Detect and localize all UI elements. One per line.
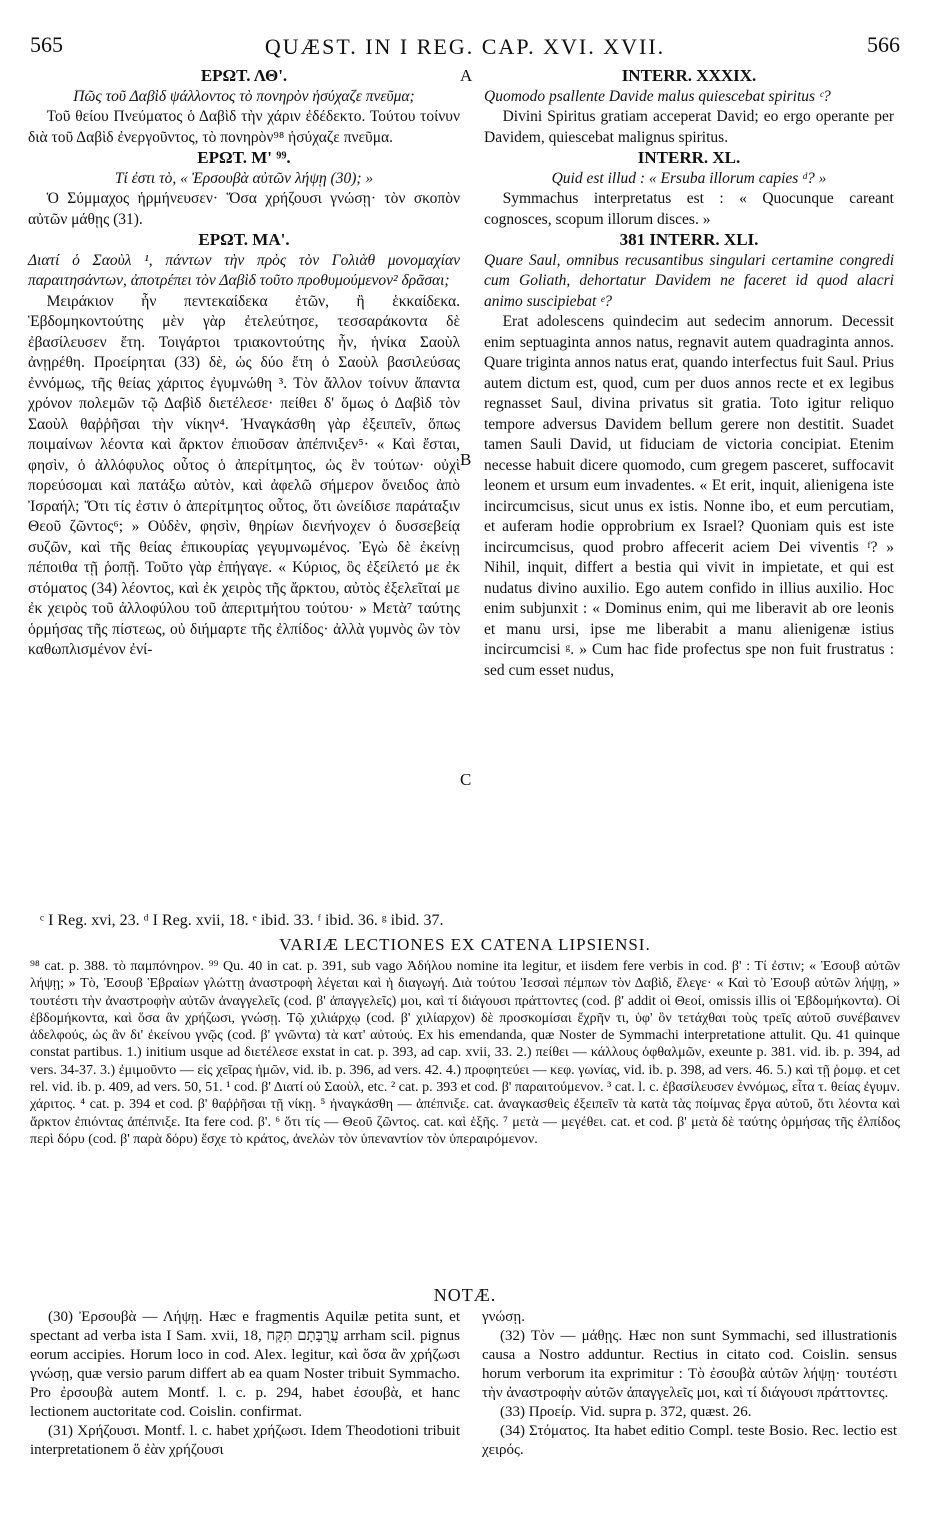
varia-lectiones-text: ⁹⁸ cat. p. 388. τὸ παμπόνηρον. ⁹⁹ Qu. 40 in cat. p. 391, sub vago Ἀδήλου nomine ita legitur, et iisdem fere verbis in cod. β' : Τί ἐστιν; « Ἐσουβ αὐτῶν λήψῃ; » Τὸ, Ἐσουβ Ἑβραίων γλώττῃ ἀναστροφὴ λέγεται καὶ ἡ διαγωγή. Διὰ τούτου Ἰεσσαὶ πέμπων τὸν Δαβὶδ, ἔλεγε· « Καὶ τὸ Ἐσουβ αὐτῶν λήψῃ, » τουτέστι τὴν ἀναστροφὴν αὐτῶν ἀναγγελεῖς (cod. β' ἀπαγγελεῖς) μοι, καὶ τί διάγουσι πράττοντες (cod. β' addit οἱ Θεοί, omissis illis οἱ Ἑβδομήκοντα). Οἱ ἑβδομήκοντα, καὶ ὅσα ἂν χρήζωσι, γνώσῃ. Τῷ χιλιάρχῳ (cod. β' χιλίαρχον) δὲ προσκομίσαι ἔχρῆν τι, ὑφ' ὃν τετάχθαι τοὺς τρεῖς αὐτοῦ συνέβαινεν ἀδελφούς, ὡς ἂν δι' ἐκείνου γνῷς (cod. β' γνῶντα) τὰ κατ' αὐτούς. Ex his emendanda, quæ Noster de Symmachi interpretatione attulit. Qu. 41 quinque constat partibus. 1.) initium usque ad διετέλεσε exstat in cat. p. 393, ad cap. xvii, 33. 2.) πείθει — κάλλους ὀφθαλμῶν, exeunte p. 381. vid. ib. p. 394, ad vers. 34-37. 3.) ἐμιμοῦντο — εἰς χεῖρας ἡμῶν, vid. ib. p. 396, ad vers. 42. 4.) προφητεύει — κεφ. γωνίας, vid. ib. p. 398, ad vers. 46. 5.) καὶ τῇ ῥομφ. et cet rel. vid. ib. p. 409, ad vers. 50, 51. ¹ cod. β' Διατί οὐ Σαοὺλ, etc. ² cat. p. 393 et cod. β' παραιτούμενον. ³ cat. l. c. ἐβασίλευσεν ἐννόμως, εἶτα τ. θείας ἐγυμν. χάριτος. ⁴ cat. p. 394 et cod. β' θαῤῥῆσαι τῇ νίκῃ. ⁵ ἠναγκάσθη — ἀπέπνιξε. cat. ἀναγκασθεὶς ἐξειπεῖν τὰ κατὰ τὰς ποίμνας ἔργα αὐτοῦ, ὅτι λέοντα καὶ ἄρκτον ἐπιόντας ἀπέπνιξε. Ita fere cod. β'. ⁶ ὅτι τίς — Θεοῦ ζῶντος. cat. καὶ ἑξῆς. ⁷ μετὰ — μεγέθει. cat. et cod. β' μετὰ δὲ ταύτης ὁρμήσας τῆς ἐλπίδος περὶ δόρυ (cod. β' παρὰ δόρυ) ἔσχε τὸ κράτος, ἀνελὼν τὸν ὑπεναντίον τὸν ὑπεραιρόμενον.: [30, 959, 900, 1147]
answer-paragraph: Symmachus interpretatus est : « Quocunque careant cognosces, scopum illorum disces. »: [484, 190, 894, 228]
question-text: Quomodo psallente Davide malus quiescebat spiritus ᶜ?: [484, 87, 831, 105]
question-text: Quare Saul, omnibus recusantibus singulari certamine congredi cum Goliath, dehortatur Davidem ne faceret id quod alacri animo suscipiebat ᵉ?: [484, 251, 894, 310]
varia-lectiones-title: VARIÆ LECTIONES EX CATENA LIPSIENSI.: [279, 935, 651, 954]
notes-left-column: [30, 1308, 460, 1460]
margin-marker-a: A: [460, 66, 473, 85]
note-entry: (32) Τὸν — μάθῃς. Hæc non sunt Symmachi, sed illustrationis causa a Nostro adduntur. Rectius in citato cod. Coislin. sensus horum verborum ita exprimitur : Τὸ ἐσουβὰ αὐτῶν λήψῃ· τουτέστι τὴν ἀναστροφὴν αὐτῶν ἀπαγγελεῖς μοι, καὶ τί διάγουσι πράττοντες.: [482, 1328, 897, 1401]
section-heading: ΕΡΩΤ. Μ' ⁹⁹.: [197, 148, 291, 167]
notes-right-column: [482, 1308, 897, 1460]
answer-paragraph: Μειράκιον ἦν πεντεκαίδεκα ἐτῶν, ἢ ἑκκαίδεκα. Ἑβδομηκοντούτης μὲν γὰρ ἐτελεύτησε, τεσσαράκοντα δὲ ἐβασίλευσεν ἔτη. Τοιγάρτοι τριακοντούτης ἦν, ἡνίκα Σαοὺλ ἀνῃρέθη. Προείρηται (33) δὲ, ὡς δύο ἔτη ὁ Σαοὺλ βασιλεύσας ἐννόμως, τῆς θείας χάριτος ἐγυμνώθη ³. Τὸν ἄλλον τοίνυν ἅπαντα χρόνον πολεμῶν τῷ Δαβὶδ διετέλεσε· πείθει δ' ὅμως ὁ Δαβὶδ τὸν Σαοὺλ θαῤῥῆσαι τὴν νίκην⁴. Ἠναγκάσθη γὰρ ἐξειπεῖν, ὅπως ποιμαίνων λέοντα καὶ ἄρκτον ἐπιοῦσαν ἀπέπνιξεν⁵· « Καὶ ἔσται, φησὶν, ὁ ἀλλόφυλος οὗτος ὁ ἀπερίτμητος, ὡς ἓν τούτων· οὐχὶ πορεύσομαι καὶ πατάξω αὐτὸν, καὶ ἀφελῶ σήμερον ὄνειδος ἀπὸ Ἰσραήλ; Ὅτι τίς ἐστιν ὁ ἀπερίτμητος οὗτος, ὅτι ὠνείδισε παράταξιν Θεοῦ ζῶντος⁶; » Οὐδὲν, φησὶν, θηρίων διενήνοχεν ὁ δυσσεβείᾳ συζῶν, καὶ τῆς θείας ἐπικουρίας γεγυμνωμένος. Ἐγὼ δὲ ἐκείνῃ πέποιθα τῇ ῥοπῇ. Τοῦτο γὰρ ἐπήγαγε. « Κύριος, ὃς ἐξείλετό με ἐκ στόματος (34) λέοντος, καὶ ἐκ χειρὸς τῆς ἄρκτου, αὐτὸς ἐξελεῖταί με ἐκ χειρὸς τοῦ ἀλλοφύλου τοῦ ἀπεριτμήτου τούτου· » Μετὰ⁷ ταύτης ὁρμήσας τῆς πίστεως, οὐ διήμαρτε τῆς ἐλπίδος· ἀλλὰ γυμνὸς ὢν τὸν καθωπλισμένον ἐνί-: [28, 292, 460, 658]
section-heading: INTERR. XL.: [637, 148, 741, 167]
notae-title: NOTÆ.: [433, 1285, 497, 1305]
section-heading: INTERR. XXXIX.: [621, 66, 757, 85]
note-entry: (31) Χρήζουσι. Montf. l. c. habet χρήζωσι. Idem Theodotioni tribuit interpretationem ὅ ἐὰν χρήζουσι: [30, 1423, 460, 1458]
scripture-footnotes: ᶜ I Reg. xvi, 23. ᵈ I Reg. xvii, 18. ᵉ ibid. 33. ᶠ ibid. 36. ᵍ ibid. 37.: [40, 912, 444, 929]
running-title: QUÆST. IN I REG. CAP. XVI. XVII.: [264, 34, 666, 59]
note-entry: (34) Στόματος. Ita habet editio Compl. teste Bosio. Rec. lectio est χειρός.: [482, 1423, 897, 1458]
section-heading: 381 INTERR. XLI.: [619, 230, 759, 249]
answer-paragraph: Ὁ Σύμμαχος ἡρμήνευσεν· Ὅσα χρήζουσι γνώσῃ· τὸν σκοπὸν αὐτῶν μάθῃς (31).: [28, 190, 460, 228]
answer-paragraph: Divini Spiritus gratiam acceperat David; eo ergo operante per Davidem, quiescebat malignus spiritus.: [484, 108, 894, 146]
greek-column: [28, 66, 460, 661]
running-header: [30, 32, 900, 64]
page-number-left: 565: [30, 32, 63, 57]
question-text: Πῶς τοῦ Δαβὶδ ψάλλοντος τὸ πονηρὸν ἡσύχαζε πνεῦμα;: [73, 87, 415, 105]
note-entry: (30) Ἐρσουβὰ — Λήψῃ. Hæc e fragmentis Aquilæ petita sunt, et spectant ad verba ista I Sam. xvii, 18, עֲרֻבָּתָם תִּקָּח arrham scil. pignus eorum accipies. Horum loco in cod. Alex. legitur, καὶ ὅσα ἂν χρήζωσι γνώσῃ, quæ versio parum differt ab ea quam Noster tribuit Symmacho. Pro ἐρσουβὰ autem Montf. l. c. p. 294, habet ἐσουβὰ, et hanc lectionem auctoritate cod. Coislin. confirmat.: [30, 1309, 460, 1420]
question-text: Τί ἐστι τὸ, « Ἐρσουβὰ αὐτῶν λήψῃ (30); »: [114, 169, 374, 187]
margin-marker-c: C: [460, 770, 472, 789]
page-number-right: 566: [867, 32, 900, 57]
margin-marker-b: B: [460, 450, 472, 469]
note-entry: γνώσῃ.: [482, 1309, 525, 1325]
latin-column: [484, 66, 894, 681]
answer-paragraph: Erat adolescens quindecim aut sedecim annorum. Decessit enim septuaginta annos natus, regnavit autem quadraginta annos. Quare triginta annos natus erat, quando interfectus fuit Saul. Prius autem dictum est, quod, cum per duos annos recte et ex legibus regnasset Saul, divina privatus sit gratia. Toto igitur reliquo tempore adversus Davidem bellum gerere non destitit. Suadet tamen Sauli David, ut fiduciam de victoria concipiat. Etenim necesse habuit dicere quomodo, cum gregem pasceret, suffocavit leonem et ursum eum invadentes. « Et erit, inquit, alienigena iste incircumcisus, sicut unus ex istis. Nonne ibo, et eum percutiam, et auferam hodie opprobrium ex Israel? Quoniam quis est iste incircumcisus, quod probro affecerit aciem Dei viventis ᶠ? » Nihil, inquit, differt a bestia qui vivit in impietate, et qui est nudatus divino auxilio. Ego autem confido in illius auxilio. Hoc enim subjunxit : « Dominus enim, qui me liberavit ab ore leonis et manu ursi, ipse me liberabit a manu alienigenæ istius incircumcisi ᵍ. » Cum hac fide profectus spe non fuit frustratus : sed cum esset nudus,: [484, 313, 894, 679]
question-text: Quid est illud : « Ersuba illorum capies ᵈ? »: [551, 169, 827, 187]
question-text: Διατί ὁ Σαοὺλ ¹, πάντων τὴν πρὸς τὸν Γολιὰθ μονομαχίαν παραιτησάντων, ἀποτρέπει τὸν Δαβὶδ τοῦτο προθυμούμενον² δρᾶσαι;: [28, 251, 460, 289]
section-heading: ΕΡΩΤ. ΛΘ'.: [200, 66, 288, 85]
answer-paragraph: Τοῦ θείου Πνεύματος ὁ Δαβὶδ τὴν χάριν ἐδέδεκτο. Τούτου τοίνυν διὰ τοῦ Δαβὶδ ἐνεργοῦντος, τὸ πονηρὸν⁹⁸ ἡσύχαζε πνεῦμα.: [28, 108, 460, 146]
note-entry: (33) Προείρ. Vid. supra p. 372, quæst. 26.: [500, 1404, 752, 1420]
section-heading: ΕΡΩΤ. ΜΑ'.: [198, 230, 290, 249]
